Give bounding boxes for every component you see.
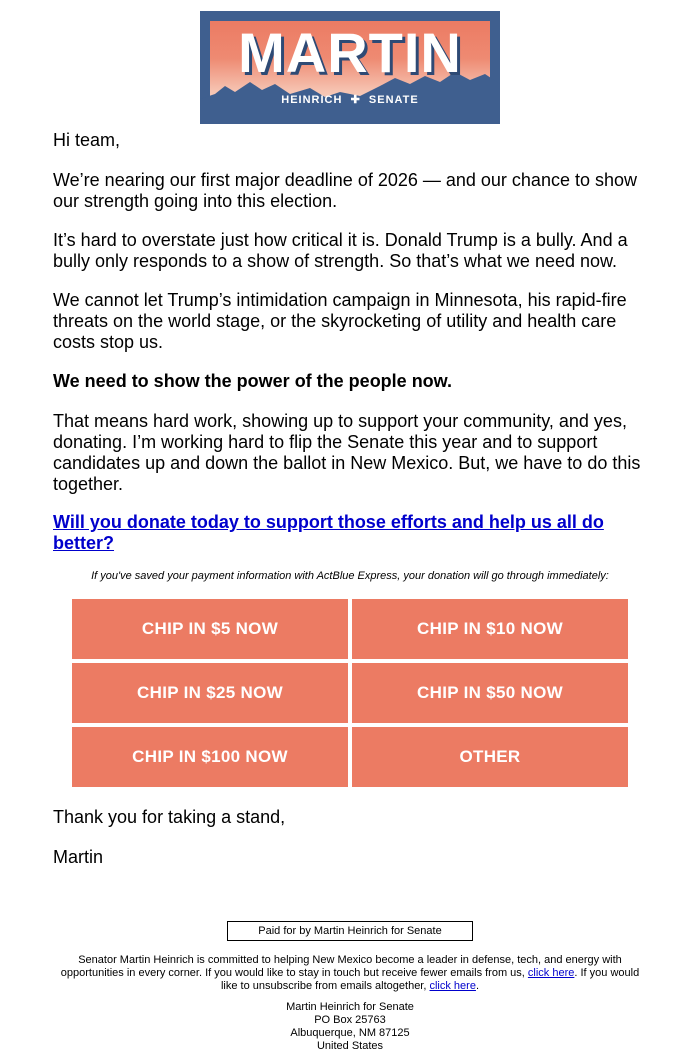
chip-in-10-button[interactable]: CHIP IN $10 NOW	[352, 599, 628, 659]
closing: Thank you for taking a stand,	[53, 807, 286, 827]
logo-subtitle: HEINRICH ✚ SENATE	[281, 94, 419, 106]
paid-for-disclaimer: Paid for by Martin Heinrich for Senate	[227, 921, 473, 941]
chip-in-25-button[interactable]: CHIP IN $25 NOW	[72, 663, 348, 723]
paragraph-3: We cannot let Trump’s intimidation campaign in Minnesota, his rapid-fire threats on the world stage, or the skyrocketing of utility and health care costs stop us.	[53, 290, 627, 352]
paragraph-1: We’re nearing our first major deadline of 2026 — and our chance to show our strength going into this election.	[53, 170, 637, 211]
chip-in-100-button[interactable]: CHIP IN $100 NOW	[72, 727, 348, 787]
paragraph-2: It’s hard to overstate just how critical it is. Donald Trump is a bully. And a bully only responds to a show of strength. So that’s what we need now.	[53, 230, 628, 271]
fewer-emails-link[interactable]: click here	[527, 967, 575, 979]
greeting: Hi team,	[53, 130, 121, 150]
donation-buttons	[72, 599, 628, 787]
chip-in-50-button[interactable]: CHIP IN $50 NOW	[352, 663, 628, 723]
donate-link[interactable]: Will you donate today to support those efforts and help us all do better?	[53, 512, 604, 553]
campaign-logo	[200, 11, 500, 124]
signature: Martin	[53, 847, 104, 867]
logo-name: MARTIN	[238, 21, 462, 84]
unsubscribe-link[interactable]: click here	[429, 980, 476, 992]
footer-address: Martin Heinrich for Senate PO Box 25763 Albuquerque, NM 87125 United States	[286, 1001, 414, 1052]
actblue-note: If you've saved your payment information with ActBlue Express, your donation will go through immediately:	[91, 570, 609, 582]
chip-in-5-button[interactable]: CHIP IN $5 NOW	[72, 599, 348, 659]
paragraph-4: We need to show the power of the people now.	[53, 371, 453, 391]
footer-text: Senator Martin Heinrich is committed to helping New Mexico become a leader in defense, tech, and energy with opportunities in every corner. If you would like to stay in touch but receive fewer emails from us, click here. If you would like to unsubscribe from emails altogether, click here.	[60, 954, 640, 992]
paragraph-5: That means hard work, showing up to support your community, and yes, donating. I’m working hard to flip the Senate this year and to support candidates up and down the ballot in New Mexico. But, we have to do this together.	[53, 411, 641, 494]
other-amount-button[interactable]: OTHER	[352, 727, 628, 787]
